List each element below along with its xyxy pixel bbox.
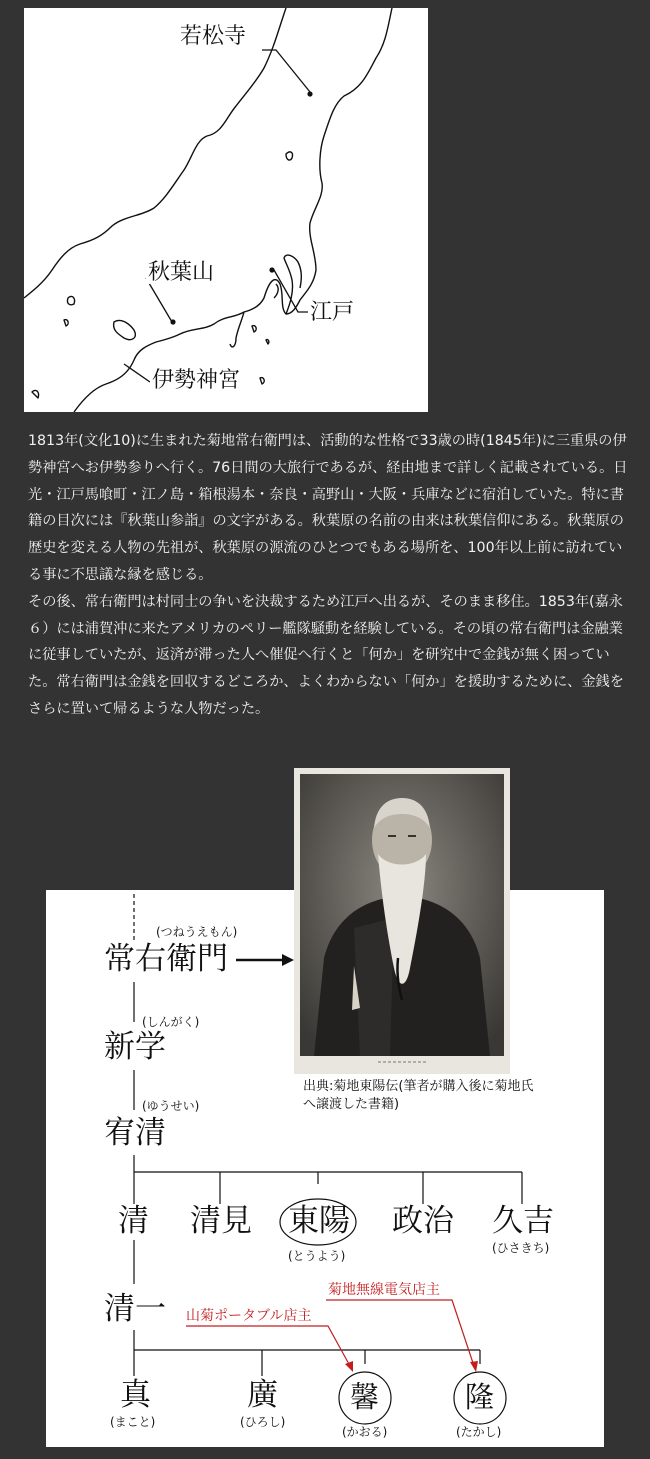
reading-takashi: (たかし) [456, 1425, 502, 1439]
node-tsuneuemon: 常右衛門 [104, 941, 228, 977]
reading-toyo: (とうよう) [288, 1249, 346, 1263]
node-kiyoshi: 清 [118, 1203, 149, 1239]
map-label-ise: 伊勢神宮 [152, 368, 241, 393]
portrait-caption: 出典:菊地東陽伝(筆者が購入後に菊地氏へ譲渡した書籍) [303, 1079, 534, 1112]
node-hisakichi: 久吉 [492, 1203, 554, 1239]
node-shingaku: 新学 [104, 1029, 166, 1065]
node-makoto: 真 [120, 1377, 151, 1413]
shop-label-kikuchi-musen: 菊地無線電気店主 [328, 1282, 440, 1298]
map-label-edo: 江戸 [310, 300, 355, 325]
node-toyo: 東陽 [288, 1203, 350, 1239]
node-seiichi: 清一 [104, 1291, 166, 1327]
portrait-image [294, 768, 510, 1074]
reading-yusei: (ゆうせい) [142, 1099, 200, 1113]
kanto-map [24, 8, 428, 412]
reading-hiroshi: (ひろし) [240, 1415, 286, 1429]
node-kiyomi: 清見 [190, 1203, 252, 1239]
reading-kaoru: (かおる) [342, 1425, 388, 1439]
reading-hisakichi: (ひさきち) [492, 1241, 550, 1255]
node-kaoru: 馨 [350, 1380, 380, 1414]
node-takashi: 隆 [465, 1380, 495, 1414]
article-paragraph-2: その後、常右衛門は村同士の争いを決裁するため江戸へ出るが、そのまま移住。1853年(嘉永６）には浦賀沖に来たアメリカのペリー艦隊騒動を経験している。その頃の常右衛門は金融業に従事していたが、返済が滞った人へ催促へ行くと「何か」を研究中で金銭が無く困っていた。常右衛門は金銭を回収するどころか、よくわからない「何か」を援助するために、金銭をさらに置いて帰るような人物だった。 [28, 593, 624, 717]
map-label-akibasan: 秋葉山 [148, 260, 215, 285]
article-paragraph-1: 1813年(文化10)に生まれた菊地常右衛門は、活動的な性格で33歳の時(1845年)に三重県の伊勢神宮へお伊勢参りへ行く。76日間の大旅行であるが、経由地まで詳しく記載されている。日光・江戸馬喰町・江ノ島・箱根湯本・奈良・高野山・大阪・兵庫などに宿泊していた。特に書籍の目次には『秋葉山参詣』の文字がある。秋葉原の名前の由来は秋葉信仰にある。秋葉原の歴史を変える人物の先祖が、秋葉原の源流のひとつでもある場所を、100年以上前に訪れている事に不思議な縁を感じる。 [28, 433, 628, 583]
coastline-map-graphic [24, 8, 428, 412]
node-masaharu: 政治 [392, 1203, 454, 1239]
map-label-jakushoji: 若松寺 [180, 24, 247, 49]
portrait-photo [294, 768, 510, 1074]
node-yusei: 宥清 [104, 1115, 166, 1151]
reading-tsuneuemon: (つねうえもん) [156, 925, 238, 939]
reading-shingaku: (しんがく) [142, 1015, 200, 1029]
shop-label-yamagiku: 山菊ポータブル店主 [186, 1308, 312, 1324]
reading-makoto: (まこと) [110, 1415, 156, 1429]
article-body [28, 428, 628, 723]
node-hiroshi: 廣 [247, 1377, 278, 1413]
